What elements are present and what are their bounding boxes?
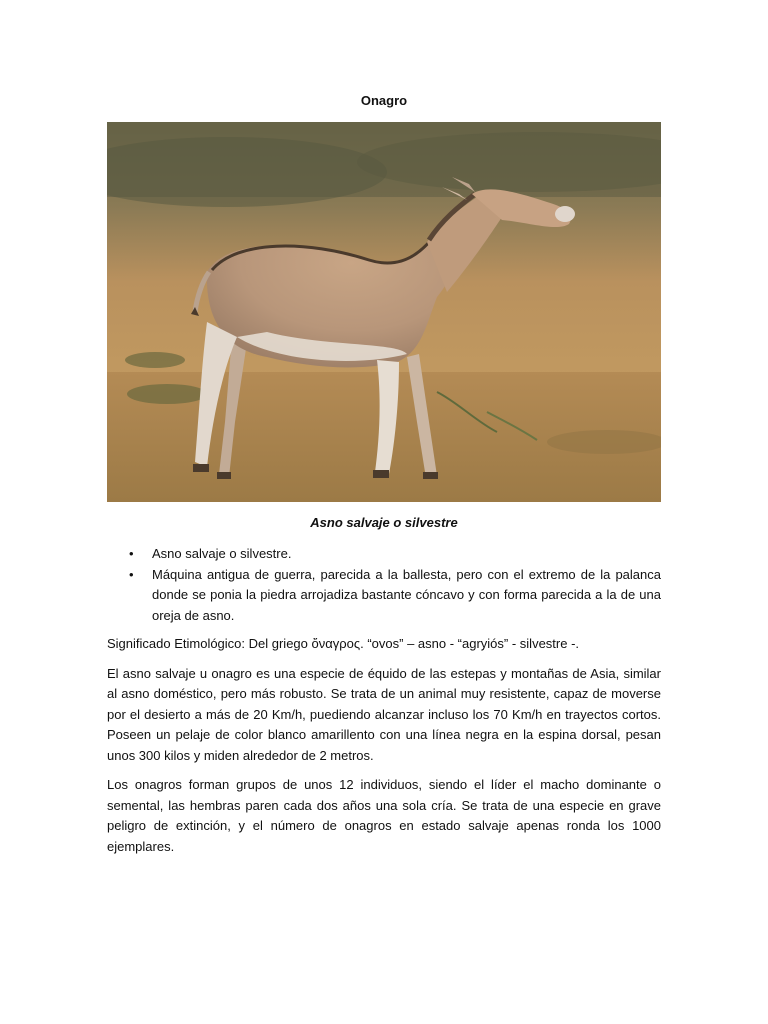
document-title: Onagro	[360, 93, 408, 108]
document-body	[107, 544, 661, 857]
population-paragraph: Los onagros forman grupos de unos 12 individuos, siendo el líder el macho dominante o semental, las hembras paren cada dos años una sola cría. Se trata de una especie en grave peligro de extinción, y el número de onagros en estado salvaje apenas ronda los 1000 ejemplares.	[107, 777, 661, 854]
bullet-icon: •	[129, 566, 134, 582]
list-item-text: Asno salvaje o silvestre.	[152, 546, 292, 561]
definition-list	[107, 544, 661, 626]
description-paragraph: El asno salvaje u onagro es una especie de équido de las estepas y montañas de Asia, similar al asno doméstico, pero más robusto. Se trata de un animal muy resistente, capaz de moverse por el desierto a más de 20 Km/h, puediendo alcanzar incluso los 70 Km/h en trayectos cortos. Poseen un pelaje de color blanco amarillento con una línea negra en la espina dorsal, pesan unos 300 kilos y miden alrededor de 2 metros.	[107, 665, 661, 763]
list-item	[107, 565, 661, 627]
list-item	[107, 544, 661, 565]
bullet-icon: •	[129, 546, 134, 561]
etymology-paragraph: Significado Etimológico: Del griego ὄναγρος. “ovos” – asno - “agryiós” - silvestre -.	[107, 636, 580, 651]
onager-photo	[107, 122, 661, 502]
figure-caption: Asno salvaje o silvestre	[310, 515, 458, 530]
list-item-text: Máquina antigua de guerra, parecida a la ballesta, pero con el extremo de la palanca donde se ponia la piedra arrojadiza bastante cóncavo y con forma parecida a la de una oreja de asno.	[152, 566, 661, 623]
